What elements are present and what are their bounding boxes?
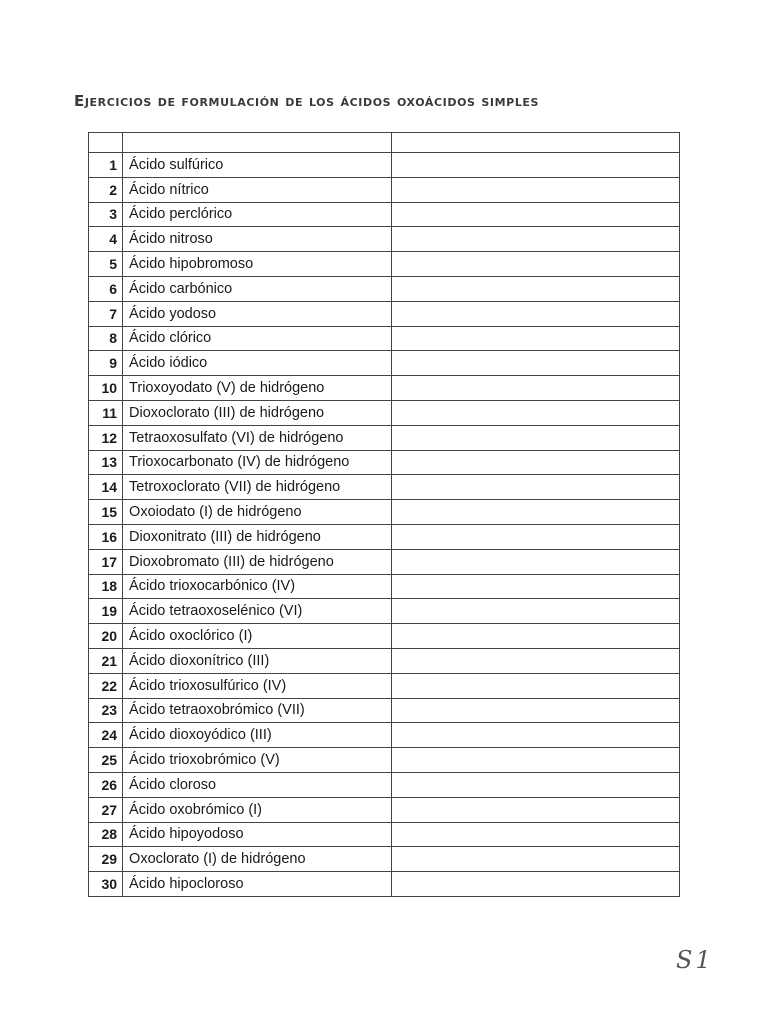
- compound-name: Ácido hipobromoso: [123, 252, 391, 277]
- table-header-row: [89, 133, 680, 153]
- answer-cell[interactable]: [391, 624, 680, 649]
- answer-cell[interactable]: [391, 376, 680, 401]
- page-title: Ejercicios de formulación de los ácidos oxoácidos simples: [74, 92, 540, 110]
- table-row: [89, 748, 680, 773]
- row-number: 14: [89, 475, 123, 500]
- answer-cell[interactable]: [391, 822, 680, 847]
- answer-cell[interactable]: [391, 549, 680, 574]
- answer-cell[interactable]: [391, 847, 680, 872]
- row-number: 23: [89, 698, 123, 723]
- table-row: [89, 549, 680, 574]
- answer-cell[interactable]: [391, 648, 680, 673]
- compound-name: Ácido nitroso: [123, 227, 391, 252]
- compound-name: Ácido clórico: [123, 326, 391, 351]
- handwritten-mark: S1: [676, 946, 714, 974]
- compound-name: Tetroxoclorato (VII) de hidrógeno: [123, 475, 391, 500]
- row-number: 29: [89, 847, 123, 872]
- row-number: 21: [89, 648, 123, 673]
- table-row: [89, 301, 680, 326]
- compound-name: Ácido trioxobrómico (V): [123, 748, 391, 773]
- compound-name: Ácido hipoyodoso: [123, 822, 391, 847]
- table-row: [89, 797, 680, 822]
- row-number: 12: [89, 425, 123, 450]
- table-row: [89, 153, 680, 178]
- compound-name: Ácido trioxocarbónico (IV): [123, 574, 391, 599]
- table-row: [89, 524, 680, 549]
- table-row: [89, 822, 680, 847]
- answer-cell[interactable]: [391, 301, 680, 326]
- answer-cell[interactable]: [391, 252, 680, 277]
- table-row: [89, 202, 680, 227]
- table-row: [89, 723, 680, 748]
- compound-name: Trioxocarbonato (IV) de hidrógeno: [123, 450, 391, 475]
- row-number: 7: [89, 301, 123, 326]
- table-row: [89, 872, 680, 897]
- answer-cell[interactable]: [391, 351, 680, 376]
- table-row: [89, 276, 680, 301]
- answer-cell[interactable]: [391, 227, 680, 252]
- answer-cell[interactable]: [391, 153, 680, 178]
- row-number: 30: [89, 872, 123, 897]
- compound-name: Ácido oxoclórico (I): [123, 624, 391, 649]
- compound-name: Ácido tetraoxobrómico (VII): [123, 698, 391, 723]
- answer-cell[interactable]: [391, 772, 680, 797]
- table-row: [89, 500, 680, 525]
- row-number: 6: [89, 276, 123, 301]
- table-row: [89, 425, 680, 450]
- compound-name: Ácido hipocloroso: [123, 872, 391, 897]
- compound-name: Ácido trioxosulfúrico (IV): [123, 673, 391, 698]
- table-row: [89, 326, 680, 351]
- answer-cell[interactable]: [391, 475, 680, 500]
- table-row: [89, 376, 680, 401]
- answer-cell[interactable]: [391, 574, 680, 599]
- row-number: 22: [89, 673, 123, 698]
- answer-cell[interactable]: [391, 797, 680, 822]
- answer-cell[interactable]: [391, 400, 680, 425]
- row-number: 2: [89, 177, 123, 202]
- answer-cell[interactable]: [391, 450, 680, 475]
- row-number: 19: [89, 599, 123, 624]
- header-cell-number: [89, 133, 123, 153]
- row-number: 24: [89, 723, 123, 748]
- table-row: [89, 177, 680, 202]
- row-number: 1: [89, 153, 123, 178]
- compound-name: Ácido perclórico: [123, 202, 391, 227]
- table-row: [89, 648, 680, 673]
- compound-name: Ácido tetraoxoselénico (VI): [123, 599, 391, 624]
- row-number: 26: [89, 772, 123, 797]
- answer-cell[interactable]: [391, 698, 680, 723]
- table-row: [89, 252, 680, 277]
- row-number: 15: [89, 500, 123, 525]
- row-number: 11: [89, 400, 123, 425]
- table-row: [89, 673, 680, 698]
- answer-cell[interactable]: [391, 177, 680, 202]
- table-row: [89, 599, 680, 624]
- header-cell-name: [123, 133, 391, 153]
- row-number: 8: [89, 326, 123, 351]
- compound-name: Oxoiodato (I) de hidrógeno: [123, 500, 391, 525]
- answer-cell[interactable]: [391, 425, 680, 450]
- compound-name: Ácido yodoso: [123, 301, 391, 326]
- row-number: 28: [89, 822, 123, 847]
- table-row: [89, 400, 680, 425]
- compound-name: Ácido iódico: [123, 351, 391, 376]
- table-row: [89, 475, 680, 500]
- row-number: 3: [89, 202, 123, 227]
- header-cell-answer: [391, 133, 680, 153]
- table-row: [89, 574, 680, 599]
- row-number: 16: [89, 524, 123, 549]
- row-number: 20: [89, 624, 123, 649]
- answer-cell[interactable]: [391, 500, 680, 525]
- table-row: [89, 227, 680, 252]
- row-number: 10: [89, 376, 123, 401]
- row-number: 18: [89, 574, 123, 599]
- answer-cell[interactable]: [391, 202, 680, 227]
- answer-cell[interactable]: [391, 723, 680, 748]
- compound-name: Ácido cloroso: [123, 772, 391, 797]
- compound-name: Ácido dioxonítrico (III): [123, 648, 391, 673]
- compound-name: Dioxobromato (III) de hidrógeno: [123, 549, 391, 574]
- table-row: [89, 624, 680, 649]
- row-number: 25: [89, 748, 123, 773]
- compound-name: Ácido carbónico: [123, 276, 391, 301]
- row-number: 5: [89, 252, 123, 277]
- answer-cell[interactable]: [391, 524, 680, 549]
- answer-cell[interactable]: [391, 326, 680, 351]
- row-number: 13: [89, 450, 123, 475]
- compound-name: Ácido oxobrómico (I): [123, 797, 391, 822]
- table-row: [89, 450, 680, 475]
- row-number: 27: [89, 797, 123, 822]
- answer-cell[interactable]: [391, 872, 680, 897]
- answer-cell[interactable]: [391, 276, 680, 301]
- row-number: 4: [89, 227, 123, 252]
- answer-cell[interactable]: [391, 673, 680, 698]
- answer-cell[interactable]: [391, 599, 680, 624]
- row-number: 17: [89, 549, 123, 574]
- answer-cell[interactable]: [391, 748, 680, 773]
- compound-name: Ácido nítrico: [123, 177, 391, 202]
- compound-name: Tetraoxosulfato (VI) de hidrógeno: [123, 425, 391, 450]
- compound-name: Dioxoclorato (III) de hidrógeno: [123, 400, 391, 425]
- compound-name: Ácido dioxoyódico (III): [123, 723, 391, 748]
- table-row: [89, 772, 680, 797]
- compound-name: Ácido sulfúrico: [123, 153, 391, 178]
- table-row: [89, 847, 680, 872]
- exercise-table: [88, 132, 680, 897]
- row-number: 9: [89, 351, 123, 376]
- compound-name: Trioxoyodato (V) de hidrógeno: [123, 376, 391, 401]
- compound-name: Dioxonitrato (III) de hidrógeno: [123, 524, 391, 549]
- table-row: [89, 351, 680, 376]
- compound-name: Oxoclorato (I) de hidrógeno: [123, 847, 391, 872]
- table-row: [89, 698, 680, 723]
